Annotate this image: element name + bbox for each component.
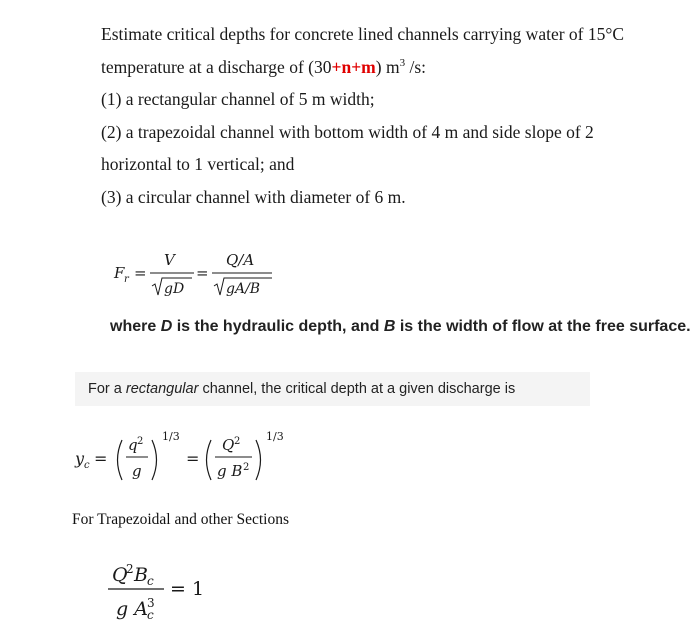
te-num-q: Q xyxy=(112,564,128,586)
cd-lhs-sub: c xyxy=(84,460,90,471)
problem-statement xyxy=(101,18,681,213)
rect-note-emphasis: rectangular xyxy=(125,381,199,397)
cd-den-1: g xyxy=(132,462,142,480)
froude-den-1: gD xyxy=(164,281,185,297)
problem-line-2-post: ) m xyxy=(375,56,400,77)
te-den-sup: 3 xyxy=(147,596,155,610)
rectangular-note xyxy=(88,381,515,397)
cd-num-2: Q xyxy=(222,436,235,454)
rect-note-part-1: For a xyxy=(88,381,126,397)
froude-lhs: F xyxy=(114,264,125,282)
cd-den-2-sup: 2 xyxy=(243,462,250,473)
te-num-sup: 2 xyxy=(126,562,134,576)
note-symbol-b: B xyxy=(383,318,396,335)
froude-lhs-sub: r xyxy=(124,274,129,285)
left-paren-1 xyxy=(118,440,123,480)
froude-num-2: Q/A xyxy=(226,251,255,269)
froude-den-2: gA/B xyxy=(226,281,261,297)
te-rhs: = 1 xyxy=(170,578,205,600)
cd-eq-2: = xyxy=(186,449,200,468)
cd-num-2-sup: 2 xyxy=(234,436,241,447)
cd-num-1-sup: 2 xyxy=(137,436,144,447)
cd-num-1: q xyxy=(128,436,138,454)
right-paren-1 xyxy=(152,440,157,480)
variable-highlight: +n+m xyxy=(331,56,376,77)
problem-item-2a: (2) a trapezoidal channel with bottom width of 4 m and side slope of 2 xyxy=(101,121,594,142)
cd-eq-1: = xyxy=(94,449,108,468)
critical-depth-equation xyxy=(70,422,300,492)
note-part-2: is the hydraulic depth, and xyxy=(172,318,384,335)
hydraulic-depth-note xyxy=(110,318,691,336)
cd-lhs: y xyxy=(75,449,85,468)
froude-eq-1: = xyxy=(134,264,147,282)
problem-item-2b: horizontal to 1 vertical; and xyxy=(101,154,295,174)
te-num-b: B xyxy=(134,564,148,586)
te-den: g A xyxy=(116,598,148,620)
froude-eq-2: = xyxy=(196,264,209,282)
cd-exp-2: 1/3 xyxy=(266,430,284,443)
note-part-1: where xyxy=(110,318,161,335)
problem-line-2 xyxy=(101,51,681,84)
cd-den-2: g B xyxy=(217,462,243,480)
problem-item-3: (3) a circular channel with diameter of 6 m. xyxy=(101,186,406,207)
froude-num-1: V xyxy=(164,251,175,269)
problem-line-2-pre: temperature at a discharge of (30 xyxy=(101,56,332,77)
problem-line-1: Estimate critical depths for concrete lined channels carrying water of 15°C xyxy=(101,24,625,44)
left-paren-2 xyxy=(207,440,212,480)
rect-note-part-2: channel, the critical depth at a given discharge is xyxy=(198,381,516,397)
trapezoidal-heading: For Trapezoidal and other Sections xyxy=(72,511,289,528)
cd-exp-1: 1/3 xyxy=(162,430,180,443)
note-symbol-d: D xyxy=(160,318,173,335)
trapezoidal-equation xyxy=(100,555,220,622)
note-part-3: is the width of flow at the free surface. xyxy=(395,318,691,335)
problem-line-2-end: /s: xyxy=(405,56,426,77)
te-num-b-sub: c xyxy=(147,574,154,588)
froude-equation xyxy=(112,248,302,303)
right-paren-2 xyxy=(256,440,261,480)
te-den-sub: c xyxy=(147,608,154,622)
cubic-superscript: 3 xyxy=(399,56,406,69)
problem-item-1: (1) a rectangular channel of 5 m width; xyxy=(101,89,375,109)
